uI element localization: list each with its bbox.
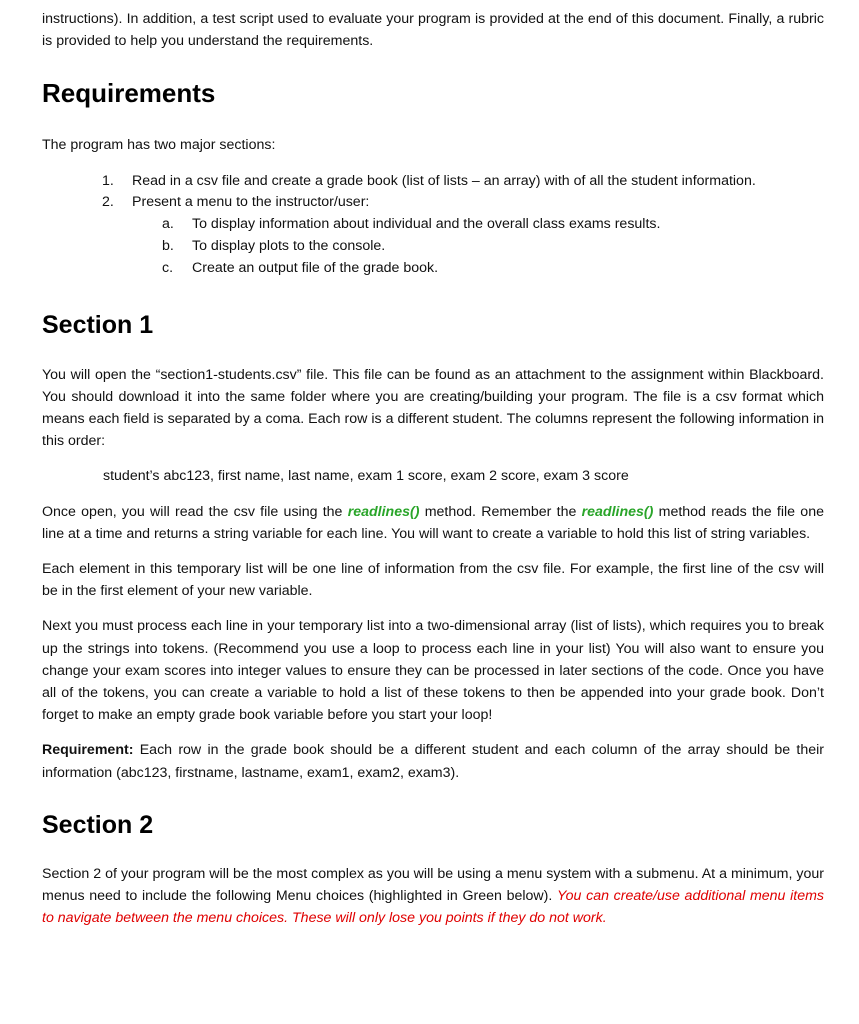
section1-columns-line: student’s abc123, first name, last name, exam 1 score, exam 2 score, exam 3 score <box>103 468 629 485</box>
readlines-text-a: Once open, you will read the csv file using the <box>42 503 348 520</box>
readlines-text-c: method reads the file one line at a time and returns a string variable for each line. You will want to create a variable to hold this list of string variables. <box>42 503 824 542</box>
list-item <box>42 171 824 193</box>
list-item <box>42 258 824 280</box>
list-item-text: To display information about individual and the overall class exams results. <box>192 216 661 233</box>
requirements-heading: Requirements <box>42 78 216 109</box>
section2-heading: Section 2 <box>42 810 154 839</box>
list-item-text: Read in a csv file and create a grade book (list of lists – an array) with of all the student information. <box>132 172 756 189</box>
readlines-method-2: readlines() <box>581 503 654 520</box>
section2-paragraph <box>42 863 824 930</box>
list-item-letter: a. <box>162 216 174 233</box>
section1-paragraph-elements: Each element in this temporary list will be one line of information from the csv file. For example, the first line of the csv will be in the first element of your new variable. <box>42 561 824 600</box>
list-item <box>42 214 824 236</box>
list-item-text: Create an output file of the grade book. <box>192 259 439 276</box>
section1-requirement <box>42 739 824 783</box>
requirements-list <box>42 171 824 280</box>
requirements-lead: The program has two major sections: <box>42 137 276 154</box>
document-page <box>42 8 824 929</box>
section2-red-note: You can create/use additional menu items to navigate between the menu choices. These will only lose you points if they do not work. <box>42 888 825 927</box>
section2-text: Section 2 of your program will be the most complex as you will be using a menu system with a submenu. At a minimum, your menus need to include the following Menu choices (highlighted in Green below). <box>42 865 824 905</box>
section1-paragraph-process: Next you must process each line in your temporary list into a two-dimensional array (list of lists), which requires you to break up the strings into tokens. (Recommend you use a loop to process each line in your list) You will also want to ensure you change your exam scores into integer values to ensure they can be processed in later sections of the code. Once you have all of the tokens, you can create a variable to hold a list of these tokens to then be appended into your grade book. Don’t forget to make an empty grade book variable before you start your loop! <box>42 618 824 724</box>
readlines-text-b: method. Remember the <box>419 503 582 520</box>
list-item <box>42 236 824 258</box>
section1-heading: Section 1 <box>42 310 154 339</box>
list-item-number: 2. <box>102 194 114 211</box>
list-item <box>42 192 824 279</box>
list-item-text: Present a menu to the instructor/user: <box>132 194 370 211</box>
requirements-sublist <box>132 214 824 279</box>
list-item-number: 1. <box>102 172 114 189</box>
requirement-text: Each row in the grade book should be a different student and each column of the array should be their information (abc123, firstname, lastname, exam1, exam2, exam3). <box>42 742 824 781</box>
section1-paragraph-file: You will open the “section1-students.csv” file. This file can be found as an attachment to the assignment within Blackboard. You should download it into the same folder where you are creating/building your program. The file is a csv format which means each field is separated by a coma. Each row is a different student. The columns represent the following information in this order: <box>42 366 824 450</box>
list-item-letter: b. <box>162 238 174 254</box>
intro-paragraph: instructions). In addition, a test script used to evaluate your program is provided at the end of this document. Finally, a rubric is provided to help you understand the requirements. <box>42 11 824 50</box>
readlines-method-1: readlines() <box>347 503 420 520</box>
requirement-label: Requirement: <box>42 742 134 759</box>
list-item-text: To display plots to the console. <box>192 238 386 254</box>
section1-paragraph-readlines <box>42 501 824 545</box>
list-item-letter: c. <box>162 259 174 276</box>
